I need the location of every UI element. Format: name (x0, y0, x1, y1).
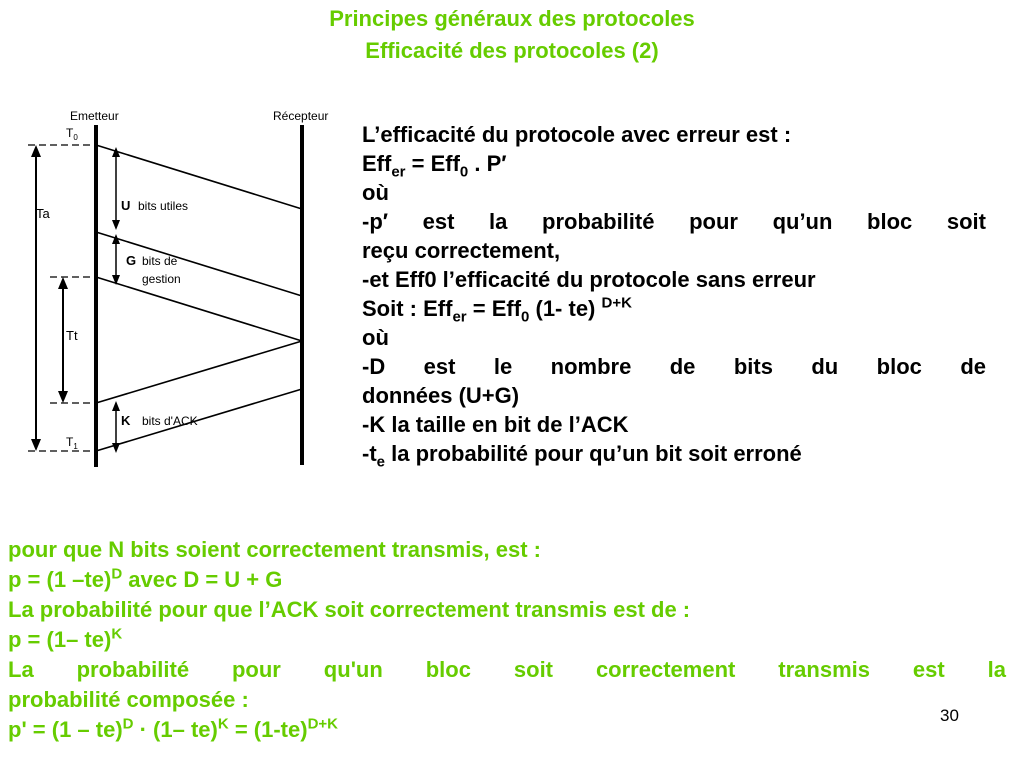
d-definition-cont: données (U+G) (362, 383, 520, 408)
where-label-2: où (362, 325, 389, 350)
t1-label: $T_1$ (66, 435, 78, 451)
k-definition: -K la taille en bit de l’ACK (362, 412, 629, 437)
g-text-line2: gestion (142, 272, 181, 286)
te-definition: $-t_e$ la probabilité pour qu’un bit soit erroné (362, 441, 802, 471)
ta-label: Ta (36, 206, 50, 221)
emitter-label: Emetteur (70, 109, 119, 123)
block-probability-text: La probabilité pour qu'un bloc soit correctement transmis est la (8, 657, 1006, 682)
ack-probability-text: La probabilité pour que l’ACK soit correctement transmis est de : (8, 597, 691, 622)
p-data-formula: p = (1 –te)$^D$ avec D = U + G (8, 565, 283, 592)
receiver-label: Récepteur (273, 109, 329, 123)
protocol-timing-diagram (20, 105, 345, 470)
block-probability-text-cont: probabilité composée : (8, 687, 249, 712)
g-letter: G (126, 253, 137, 268)
d-definition: -D est le nombre de bits du bloc de (362, 354, 986, 379)
tt-arrow-head-down (58, 391, 68, 403)
k-arrow-head-up (112, 401, 120, 411)
u-text: bits utiles (138, 199, 189, 213)
u-letter: U (121, 198, 131, 213)
n-bits-text: pour que N bits soient correctement transmis, est : (8, 537, 542, 562)
right-text-block (362, 120, 986, 471)
k-letter: K (121, 413, 131, 428)
g-text-line1: bits de (142, 254, 178, 268)
where-label-1: où (362, 180, 389, 205)
p-prime-definition: -p′ est la probabilité pour qu’un bloc soit (362, 209, 986, 234)
k-arrow-head-down (112, 443, 120, 453)
tt-label: Tt (66, 328, 78, 343)
efficiency-intro: L’efficacité du protocole avec erreur est : (362, 122, 792, 147)
t0-label: $T_0$ (66, 126, 78, 142)
ta-arrow-head-down (31, 439, 41, 451)
p-prime-definition-cont: reçu correctement, (362, 238, 561, 263)
eff0-definition: -et Eff0 l’efficacité du protocole sans erreur (362, 267, 816, 292)
tt-arrow-head-up (58, 277, 68, 289)
p-ack-formula: p = (1– te)$^K$ (8, 625, 123, 652)
ta-arrow-head-up (31, 145, 41, 157)
ack-start-line (96, 341, 302, 403)
k-text: bits d'ACK (142, 414, 198, 428)
eff-er-formula: Eff$_{er}$ = Eff$_0$ . P′ (362, 151, 507, 181)
page-number: 30 (940, 706, 959, 725)
slide-title: Principes généraux des protocoles (329, 6, 695, 31)
bottom-text-block (8, 535, 1006, 745)
u-arrow-head-down (112, 220, 120, 230)
p-prime-formula: p' = (1 – te)$^D$ · (1– $te)^K = (1-te)^{D+K}$ (8, 715, 338, 742)
eff-er-expanded: Soit : Eff$_{er}$ = Eff$_0$ (1- te) $^{D+K}$ (362, 294, 632, 326)
slide-subtitle: Efficacité des protocoles (2) (365, 38, 659, 63)
